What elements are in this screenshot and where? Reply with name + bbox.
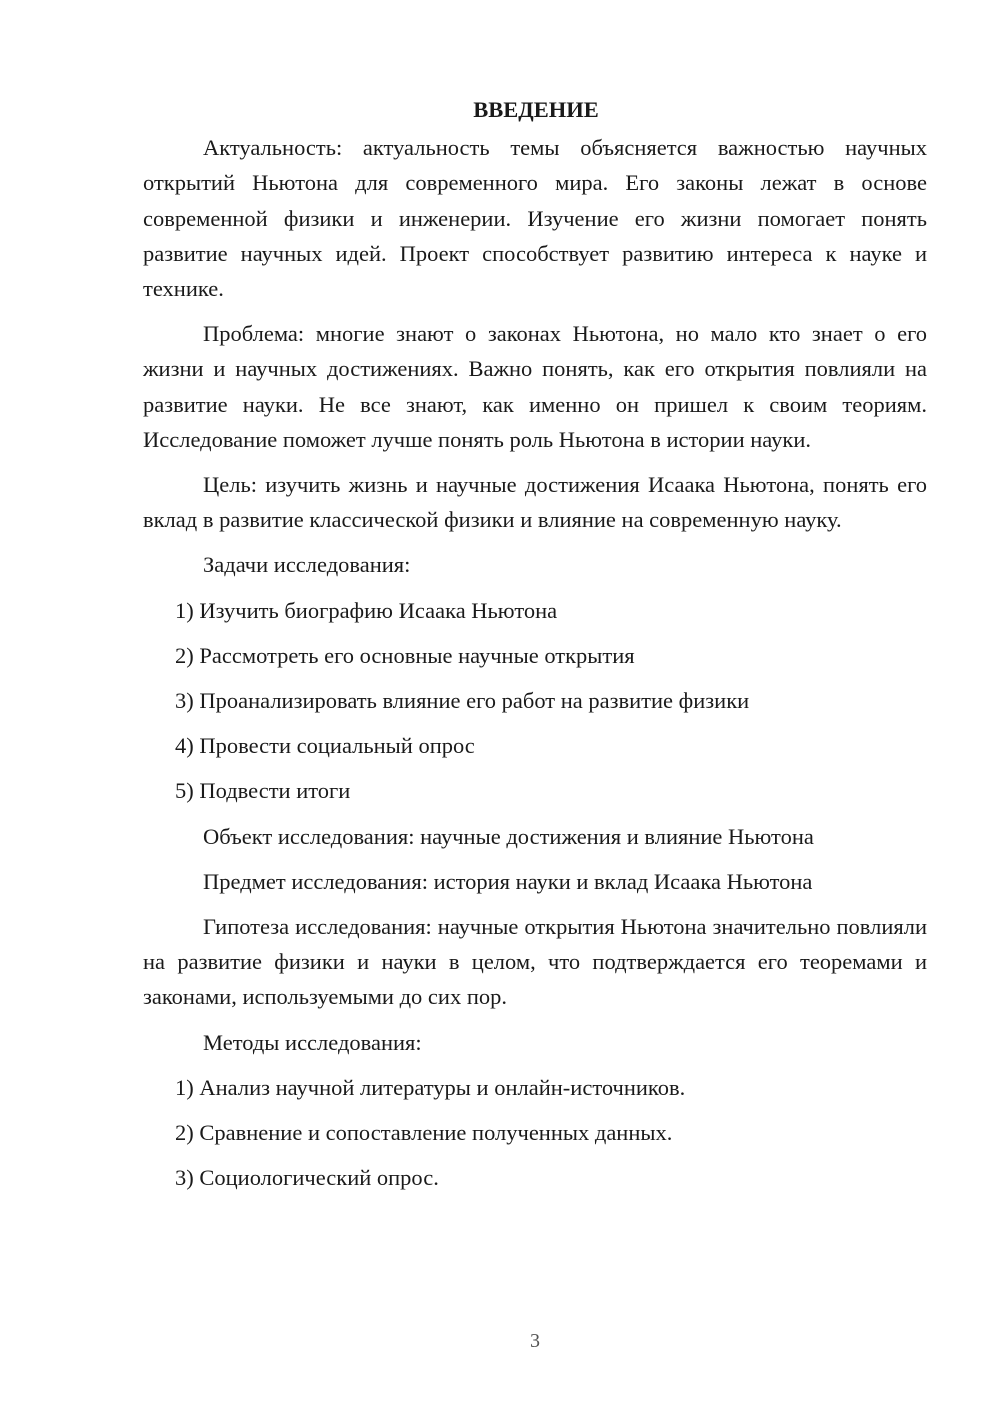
methods-list bbox=[143, 1070, 927, 1196]
list-item: 2) Сравнение и сопоставление полученных данных. bbox=[175, 1120, 673, 1146]
problem-paragraph: Проблема: многие знают о законах Ньютона, но мало кто знает о его жизни и научных достижениях. Важно понять, как его открытия повлияли на развитие науки. Не все знают, как именно он пришел к своим теориям. Исследование поможет лучше понять роль Ньютона в истории науки. bbox=[143, 321, 927, 452]
page-title: ВВЕДЕНИЕ bbox=[473, 97, 599, 122]
hypothesis-paragraph: Гипотеза исследования: научные открытия Ньютона значительно повлияли на развитие физики и науки в целом, что подтверждается его теоремами и законами, используемыми до сих пор. bbox=[143, 914, 927, 1010]
list-item: 3) Проанализировать влияние его работ на развитие физики bbox=[175, 688, 750, 714]
list-item: 2) Рассмотреть его основные научные открытия bbox=[175, 642, 635, 668]
list-item: 1) Изучить биографию Исаака Ньютона bbox=[175, 597, 558, 623]
tasks-list bbox=[143, 593, 927, 809]
document-page bbox=[143, 92, 927, 1205]
list-item: 1) Анализ научной литературы и онлайн-источников. bbox=[175, 1074, 686, 1100]
list-item: 3) Социологический опрос. bbox=[175, 1165, 439, 1191]
relevance-paragraph: Актуальность: актуальность темы объясняется важностью научных открытий Ньютона для современного мира. Его законы лежат в основе современной физики и инженерии. Изучение его жизни помогает понять развитие научных идей. Проект способствует развитию интереса к науке и технике. bbox=[143, 135, 927, 302]
research-subject: Предмет исследования: история науки и вклад Исаака Ньютона bbox=[203, 868, 813, 894]
goal-paragraph: Цель: изучить жизнь и научные достижения Исаака Ньютона, понять его вклад в развитие классической физики и влияние на современную науку. bbox=[143, 472, 927, 533]
tasks-heading: Задачи исследования: bbox=[203, 552, 411, 578]
list-item: 4) Провести социальный опрос bbox=[175, 733, 475, 759]
page-number: 3 bbox=[530, 1330, 540, 1352]
methods-heading: Методы исследования: bbox=[203, 1029, 422, 1055]
research-object: Объект исследования: научные достижения и влияние Ньютона bbox=[203, 823, 814, 849]
list-item: 5) Подвести итоги bbox=[175, 778, 351, 804]
